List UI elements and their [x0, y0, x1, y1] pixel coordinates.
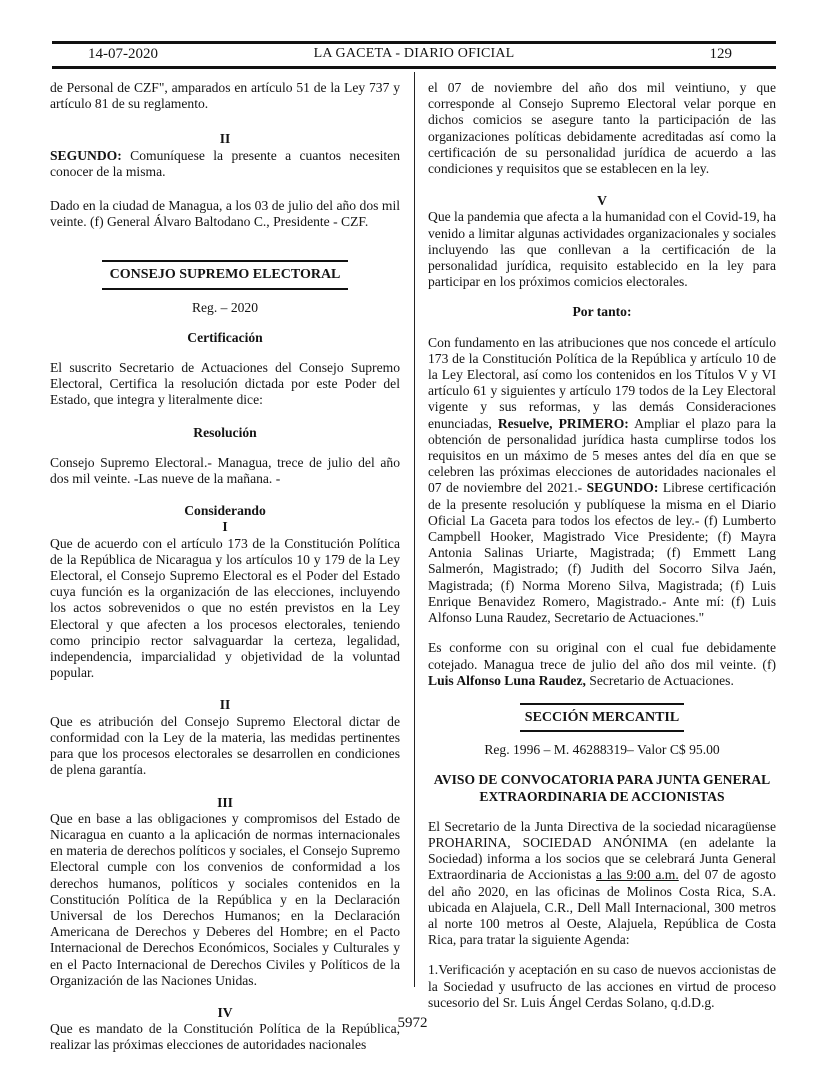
heading-III: III — [217, 794, 233, 810]
conforme-text-1: Es conforme con su original con el cual fue debidamente cotejado. Managua trece de julio del año dos mil veinte. (f) — [428, 640, 776, 672]
por-tanto-text-1: Con fundamento en las atribuciones que nos concede el artículo 173 de la Constitución Política de la República y artículo 10 de la Ley Electoral, así como los contenidos en los Títulos V y VI artículo 61 y siguientes y artículo 179 todos de la Ley Electoral vigente y sus reformas, y las demás Consideraciones enunciadas, — [428, 334, 776, 431]
paragraph-certificacion: El suscrito Secretario de Actuaciones del Consejo Supremo Electoral, Certifica la resolución dictada por este Poder del Estado, que integra y literalmente dice: — [50, 360, 400, 408]
left-column — [50, 78, 400, 1054]
segundo-label: SEGUNDO: — [50, 147, 122, 163]
heading-resolucion: Resolución — [193, 424, 257, 440]
header-title: LA GACETA - DIARIO OFICIAL — [313, 46, 515, 61]
paragraph-II: Que es atribución del Consejo Supremo Electoral dictar de conformidad con la Ley de la materia, las medidas pertinentes para que los procesos electorales se desarrollen en condiciones de plena garantía. — [50, 713, 400, 778]
paragraph-dado: Dado en la ciudad de Managua, a los 03 de julio del año dos mil veinte. (f) General Álvaro Baltodano C., Presidente - CZF. — [50, 198, 400, 230]
aviso-text-1: El Secretario de la Junta Directiva de la sociedad nicaragüense PROHARINA, SOCIEDAD ANÓNIMA (en adelante la Sociedad) informa a los socios que se celebrará Junta General Extraordinaria de Accionistas — [428, 818, 776, 883]
reg-number-cse: Reg. – 2020 — [191, 299, 259, 315]
right-column — [428, 78, 776, 1011]
agenda-item-1: 1.Verificación y aceptación en su caso de nuevos accionistas de la Sociedad y usufructo de las acciones en virtud de proceso sucesorio del Sr. Luis Ángel Cerdas Solano, q.d.D.g. — [428, 962, 776, 1010]
paragraph-V: Que la pandemia que afecta a la humanidad con el Covid-19, ha venido a limitar algunas actividades organizacionales y sociales incluyendo las que conllevan a la certificación de la personalidad jurídica, requisito establecido en la ley para participar en los próximos comicios electorales. — [428, 209, 777, 290]
paragraph-aviso — [428, 819, 776, 949]
heading-V: V — [597, 193, 607, 209]
por-tanto-text-3: Librese certificación de la presente resolución y publíquese la misma en el Diario Oficial La Gaceta para todos los efectos de ley.- (f) Lumberto Campbell Hooker, Magistrado Vice Presidente; (f) Mayra Antonia Salinas Uriarte, Magistrada; (f) Emmett Lang Salmerón, Magistrado; (f) Judith del Socorro Silva Jaén, Magistrada; (f) Norma Moreno Silva, Magistrada; (f) Luis Enrique Benavidez Romero, Magistrado.- Ante mí: (f) Luis Alfonso Luna Raudez, Secretario de Actuaciones." — [428, 480, 776, 626]
conforme-text-2: Secretario de Actuaciones. — [585, 672, 734, 688]
paragraph-conforme — [428, 640, 776, 689]
reg-number-mercantil: Reg. 1996 – M. 46288319– Valor C$ 95.00 — [484, 742, 720, 758]
heading-por-tanto: Por tanto: — [572, 304, 632, 320]
conforme-signatory: Luis Alfonso Luna Raudez, — [428, 672, 586, 688]
paragraph-I: Que de acuerdo con el artículo 173 de la Constitución Política de la República de Nicaragua y los artículos 10 y 179 de la Ley Electoral, el Consejo Supremo Electoral es el Poder del Estado cuya función es la organización de las elecciones, incluyendo los actos sobrevenidos o que no estén previstos en la Ley Electoral y que afecten a los procesos electorales, teniendo como principio rector salvaguardar la certeza, legalidad, independencia, imparcialidad y objetividad de la voluntad popular. — [50, 535, 400, 681]
paragraph-intro: de Personal de CZF", amparados en artículo 51 de la Ley 737 y artículo 81 de su reglamento. — [50, 80, 400, 112]
paragraph-III: Que en base a las obligaciones y compromisos del Estado de Nicaragua en cuanto a la aplicación de normas internacionales en materia de derechos políticos y sociales, el Consejo Supremo Electoral cumple con los convenios de conformidad a los derechos humanos, políticos y sociales contenidos en la Constitución Política de la República y en la Declaración Universal de los Derechos Humanos; en la Declaración Americana de Derechos y Deberes del Hombre; en el Pacto Internacional de Derechos Económicos, Sociales y Culturales y en el Pacto Internacional de Derechos Civiles y Políticos de la Organización de las Naciones Unidas. — [50, 810, 400, 988]
heading-IV: IV — [217, 1004, 233, 1020]
header-date: 14-07-2020 — [88, 46, 158, 62]
column-divider — [414, 72, 415, 987]
page-header — [52, 41, 776, 69]
segundo-text: Comuníquese la presente a cuantos necesiten conocer de la misma. — [50, 147, 400, 179]
paragraph-por-tanto — [428, 335, 776, 627]
aviso-text-2: del 07 de agosto del año 2020, en las oficinas de Molinos Costa Rica, S.A. ubicada en Alajuela, C.R., Dell Mall Internacional, 300 metros al norte 100 metros al Oeste, Alajuela, República de Costa Rica, para tratar la siguiente Agenda: — [428, 867, 776, 948]
segundo-label-right: SEGUNDO: — [586, 480, 659, 496]
heading-I: I — [222, 519, 228, 535]
header-page-number: 129 — [709, 46, 732, 62]
heading-considerando: Considerando — [184, 503, 266, 519]
por-tanto-text-2: Ampliar el plazo para la obtención de personalidad jurídica hasta cumplirse todos los requisitos en un máximo de 5 meses antes del día en que se celebren las próximas elecciones de autoridades nacionales el 07 de noviembre del 2021.- — [428, 415, 776, 496]
aviso-time: a las 9:00 a.m. — [596, 867, 679, 883]
resuelve-primero-label: Resuelve, PRIMERO: — [497, 415, 629, 431]
paragraph-resolucion: Consejo Supremo Electoral.- Managua, trece de julio del año dos mil veinte. -Las nueve de la mañana. - — [50, 454, 400, 487]
paragraph-IV: Que es mandato de la Constitución Política de la República, realizar las próximas elecciones de autoridades nacionales — [50, 1021, 400, 1053]
heading-II: II — [219, 697, 231, 713]
aviso-title: AVISO DE CONVOCATORIA PARA JUNTA GENERAL EXTRAORDINARIA DE ACCIONISTAS — [433, 772, 771, 804]
paragraph-segundo — [50, 148, 400, 180]
footer-page-number: 5972 — [397, 1015, 428, 1031]
paragraph-continuation: el 07 de noviembre del año dos mil veintiuno, y que corresponde al Consejo Supremo Electoral velar porque en dichos comicios se asegure tanto la participación de las organizaciones políticas debidamente acreditadas así como la certificación de su personalidad jurídica de acuerdo a las condiciones y requisitos que se establecen en la ley. — [428, 80, 776, 177]
heading-certificacion: Certificación — [187, 329, 263, 345]
section-title-cse: CONSEJO SUPREMO ELECTORAL — [102, 260, 348, 289]
heading-II-a: II — [219, 131, 231, 147]
section-title-mercantil: SECCIÓN MERCANTIL — [520, 703, 684, 732]
